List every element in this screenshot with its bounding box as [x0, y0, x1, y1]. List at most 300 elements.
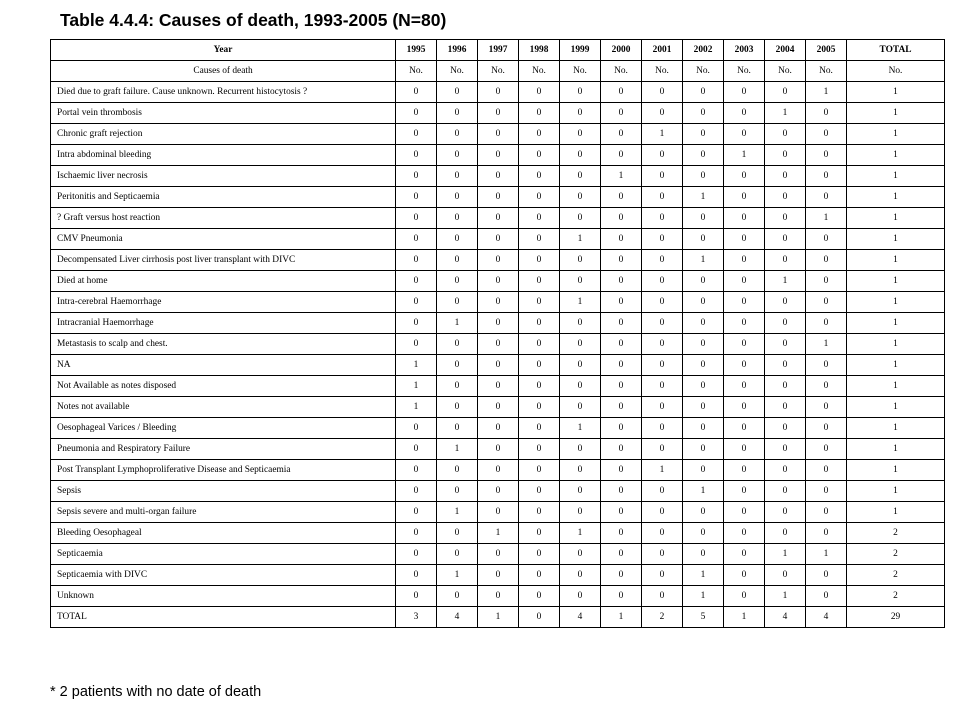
count-cell: 0 — [519, 145, 560, 166]
count-cell: 0 — [642, 502, 683, 523]
count-cell: 0 — [601, 103, 642, 124]
count-cell: 0 — [724, 271, 765, 292]
count-cell: 0 — [642, 271, 683, 292]
count-cell: 0 — [560, 376, 601, 397]
subheader-cell-unit: No. — [396, 61, 437, 82]
row-total-cell: 29 — [847, 607, 945, 628]
count-cell: 0 — [601, 208, 642, 229]
count-cell: 0 — [806, 292, 847, 313]
count-cell: 0 — [642, 229, 683, 250]
count-cell: 0 — [478, 250, 519, 271]
count-cell: 0 — [601, 439, 642, 460]
header-cell-year-2004: 2004 — [765, 40, 806, 61]
row-total-cell: 2 — [847, 523, 945, 544]
header-cell-year: Year — [51, 40, 396, 61]
count-cell: 0 — [437, 586, 478, 607]
table-row — [51, 82, 945, 103]
count-cell: 1 — [560, 229, 601, 250]
count-cell: 0 — [683, 313, 724, 334]
count-cell: 0 — [601, 334, 642, 355]
cause-cell: Oesophageal Varices / Bleeding — [51, 418, 396, 439]
count-cell: 0 — [642, 145, 683, 166]
count-cell: 0 — [437, 82, 478, 103]
count-cell: 0 — [765, 397, 806, 418]
footnote: * 2 patients with no date of death — [50, 684, 262, 700]
count-cell: 1 — [601, 166, 642, 187]
count-cell: 4 — [806, 607, 847, 628]
row-total-cell: 1 — [847, 208, 945, 229]
count-cell: 0 — [724, 208, 765, 229]
cause-cell: Bleeding Oesophageal — [51, 523, 396, 544]
table-header — [51, 40, 945, 82]
count-cell: 0 — [683, 376, 724, 397]
cause-cell: Pneumonia and Respiratory Failure — [51, 439, 396, 460]
count-cell: 0 — [396, 292, 437, 313]
count-cell: 0 — [519, 607, 560, 628]
table-row — [51, 397, 945, 418]
count-cell: 1 — [560, 292, 601, 313]
header-cell-year-1998: 1998 — [519, 40, 560, 61]
count-cell: 0 — [724, 418, 765, 439]
cause-cell: Intracranial Haemorrhage — [51, 313, 396, 334]
subheader-cell-unit: No. — [601, 61, 642, 82]
header-cell-year-2005: 2005 — [806, 40, 847, 61]
row-total-cell: 1 — [847, 82, 945, 103]
row-total-cell: 1 — [847, 439, 945, 460]
count-cell: 0 — [724, 166, 765, 187]
count-cell: 0 — [765, 124, 806, 145]
count-cell: 0 — [601, 82, 642, 103]
count-cell: 0 — [396, 271, 437, 292]
table-row — [51, 481, 945, 502]
count-cell: 0 — [683, 334, 724, 355]
count-cell: 0 — [560, 313, 601, 334]
count-cell: 0 — [806, 271, 847, 292]
count-cell: 4 — [437, 607, 478, 628]
count-cell: 0 — [396, 208, 437, 229]
table-row — [51, 334, 945, 355]
count-cell: 0 — [601, 145, 642, 166]
count-cell: 0 — [683, 166, 724, 187]
count-cell: 0 — [396, 145, 437, 166]
cause-cell: Not Available as notes disposed — [51, 376, 396, 397]
cause-cell: ? Graft versus host reaction — [51, 208, 396, 229]
count-cell: 1 — [683, 250, 724, 271]
row-total-cell: 1 — [847, 481, 945, 502]
count-cell: 0 — [806, 586, 847, 607]
count-cell: 0 — [765, 292, 806, 313]
table-row — [51, 502, 945, 523]
count-cell: 0 — [601, 397, 642, 418]
count-cell: 0 — [560, 460, 601, 481]
count-cell: 0 — [765, 166, 806, 187]
count-cell: 0 — [437, 355, 478, 376]
count-cell: 0 — [437, 481, 478, 502]
count-cell: 0 — [724, 439, 765, 460]
table-row — [51, 145, 945, 166]
count-cell: 0 — [765, 481, 806, 502]
count-cell: 0 — [683, 523, 724, 544]
count-cell: 0 — [396, 334, 437, 355]
count-cell: 0 — [478, 439, 519, 460]
count-cell: 0 — [683, 208, 724, 229]
subheader-cell-unit: No. — [724, 61, 765, 82]
count-cell: 0 — [806, 565, 847, 586]
count-cell: 0 — [642, 82, 683, 103]
header-cell-total: TOTAL — [847, 40, 945, 61]
cause-cell: Septicaemia — [51, 544, 396, 565]
count-cell: 0 — [683, 124, 724, 145]
count-cell: 0 — [437, 460, 478, 481]
count-cell: 0 — [642, 481, 683, 502]
count-cell: 0 — [724, 355, 765, 376]
count-cell: 0 — [724, 292, 765, 313]
count-cell: 0 — [601, 544, 642, 565]
count-cell: 0 — [642, 565, 683, 586]
count-cell: 0 — [683, 229, 724, 250]
count-cell: 0 — [437, 208, 478, 229]
cause-cell: Unknown — [51, 586, 396, 607]
count-cell: 0 — [601, 271, 642, 292]
count-cell: 0 — [519, 502, 560, 523]
count-cell: 1 — [396, 376, 437, 397]
count-cell: 0 — [396, 523, 437, 544]
count-cell: 0 — [519, 208, 560, 229]
count-cell: 0 — [601, 418, 642, 439]
subheader-cell-unit: No. — [437, 61, 478, 82]
subheader-cell-unit: No. — [683, 61, 724, 82]
count-cell: 0 — [642, 418, 683, 439]
count-cell: 0 — [396, 544, 437, 565]
header-cell-year-1997: 1997 — [478, 40, 519, 61]
count-cell: 0 — [601, 355, 642, 376]
row-total-cell: 1 — [847, 334, 945, 355]
count-cell: 0 — [806, 355, 847, 376]
count-cell: 0 — [642, 355, 683, 376]
table-row — [51, 439, 945, 460]
count-cell: 0 — [724, 565, 765, 586]
cause-cell: TOTAL — [51, 607, 396, 628]
row-total-cell: 1 — [847, 502, 945, 523]
count-cell: 0 — [724, 397, 765, 418]
count-cell: 4 — [765, 607, 806, 628]
count-cell: 0 — [765, 439, 806, 460]
count-cell: 0 — [437, 229, 478, 250]
count-cell: 0 — [642, 292, 683, 313]
count-cell: 0 — [560, 166, 601, 187]
count-cell: 0 — [806, 376, 847, 397]
count-cell: 0 — [683, 544, 724, 565]
cause-cell: Ischaemic liver necrosis — [51, 166, 396, 187]
count-cell: 1 — [396, 397, 437, 418]
count-cell: 0 — [806, 124, 847, 145]
count-cell: 0 — [478, 334, 519, 355]
count-cell: 0 — [519, 334, 560, 355]
count-cell: 0 — [601, 502, 642, 523]
cause-cell: NA — [51, 355, 396, 376]
count-cell: 1 — [437, 439, 478, 460]
count-cell: 0 — [478, 481, 519, 502]
row-total-cell: 1 — [847, 313, 945, 334]
count-cell: 0 — [437, 166, 478, 187]
count-cell: 0 — [601, 187, 642, 208]
cause-cell: Sepsis — [51, 481, 396, 502]
count-cell: 0 — [560, 103, 601, 124]
table-row — [51, 166, 945, 187]
count-cell: 0 — [560, 481, 601, 502]
table-row — [51, 586, 945, 607]
count-cell: 0 — [519, 166, 560, 187]
table-row — [51, 565, 945, 586]
count-cell: 0 — [478, 355, 519, 376]
count-cell: 0 — [396, 166, 437, 187]
table-row — [51, 544, 945, 565]
row-total-cell: 1 — [847, 376, 945, 397]
count-cell: 0 — [601, 250, 642, 271]
table-row — [51, 271, 945, 292]
causes-of-death-table — [50, 39, 945, 628]
count-cell: 0 — [683, 397, 724, 418]
count-cell: 0 — [724, 523, 765, 544]
count-cell: 0 — [683, 292, 724, 313]
count-cell: 0 — [642, 250, 683, 271]
count-cell: 0 — [601, 292, 642, 313]
count-cell: 0 — [642, 103, 683, 124]
cause-cell: Sepsis severe and multi-organ failure — [51, 502, 396, 523]
subheader-cell-causes: Causes of death — [51, 61, 396, 82]
count-cell: 0 — [560, 145, 601, 166]
count-cell: 1 — [437, 313, 478, 334]
count-cell: 0 — [560, 397, 601, 418]
count-cell: 2 — [642, 607, 683, 628]
count-cell: 0 — [806, 313, 847, 334]
count-cell: 1 — [560, 523, 601, 544]
count-cell: 0 — [683, 439, 724, 460]
count-cell: 1 — [642, 460, 683, 481]
count-cell: 0 — [560, 250, 601, 271]
count-cell: 0 — [396, 250, 437, 271]
count-cell: 0 — [806, 103, 847, 124]
count-cell: 0 — [396, 103, 437, 124]
count-cell: 0 — [560, 502, 601, 523]
count-cell: 0 — [396, 187, 437, 208]
table-row — [51, 292, 945, 313]
count-cell: 0 — [765, 418, 806, 439]
cause-cell: Intra abdominal bleeding — [51, 145, 396, 166]
subheader-cell-unit: No. — [765, 61, 806, 82]
count-cell: 1 — [806, 544, 847, 565]
count-cell: 0 — [642, 313, 683, 334]
count-cell: 0 — [519, 439, 560, 460]
count-cell: 0 — [478, 229, 519, 250]
count-cell: 1 — [437, 565, 478, 586]
count-cell: 0 — [396, 124, 437, 145]
count-cell: 0 — [478, 544, 519, 565]
count-cell: 0 — [519, 292, 560, 313]
subheader-cell-unit: No. — [560, 61, 601, 82]
row-total-cell: 1 — [847, 397, 945, 418]
count-cell: 0 — [437, 187, 478, 208]
row-total-cell: 1 — [847, 124, 945, 145]
count-cell: 0 — [560, 586, 601, 607]
count-cell: 0 — [396, 313, 437, 334]
count-cell: 0 — [724, 313, 765, 334]
year-header-row — [51, 40, 945, 61]
count-cell: 0 — [396, 418, 437, 439]
count-cell: 0 — [724, 103, 765, 124]
count-cell: 0 — [806, 229, 847, 250]
count-cell: 0 — [478, 292, 519, 313]
count-cell: 0 — [765, 187, 806, 208]
row-total-cell: 1 — [847, 145, 945, 166]
count-cell: 0 — [806, 397, 847, 418]
count-cell: 0 — [437, 292, 478, 313]
count-cell: 0 — [478, 460, 519, 481]
row-total-cell: 1 — [847, 355, 945, 376]
count-cell: 0 — [560, 271, 601, 292]
count-cell: 0 — [724, 229, 765, 250]
count-cell: 0 — [396, 502, 437, 523]
row-total-cell: 1 — [847, 418, 945, 439]
count-cell: 0 — [724, 481, 765, 502]
count-cell: 1 — [806, 208, 847, 229]
count-cell: 0 — [478, 376, 519, 397]
count-cell: 0 — [396, 439, 437, 460]
header-cell-year-2002: 2002 — [683, 40, 724, 61]
count-cell: 0 — [642, 208, 683, 229]
count-cell: 0 — [437, 145, 478, 166]
count-cell: 0 — [765, 229, 806, 250]
row-total-cell: 1 — [847, 271, 945, 292]
count-cell: 1 — [601, 607, 642, 628]
count-cell: 0 — [396, 82, 437, 103]
count-cell: 0 — [519, 397, 560, 418]
count-cell: 0 — [437, 523, 478, 544]
count-cell: 0 — [519, 355, 560, 376]
cause-cell: Portal vein thrombosis — [51, 103, 396, 124]
count-cell: 0 — [560, 208, 601, 229]
count-cell: 1 — [478, 607, 519, 628]
subheader-cell-unit: No. — [519, 61, 560, 82]
count-cell: 1 — [765, 103, 806, 124]
count-cell: 1 — [724, 145, 765, 166]
count-cell: 0 — [724, 586, 765, 607]
count-cell: 0 — [601, 523, 642, 544]
count-cell: 0 — [437, 271, 478, 292]
count-cell: 1 — [437, 502, 478, 523]
count-cell: 0 — [560, 565, 601, 586]
row-total-cell: 2 — [847, 586, 945, 607]
table-row — [51, 103, 945, 124]
count-cell: 1 — [396, 355, 437, 376]
count-cell: 0 — [560, 82, 601, 103]
count-cell: 0 — [683, 418, 724, 439]
cause-cell: Post Transplant Lymphoproliferative Disease and Septicaemia — [51, 460, 396, 481]
count-cell: 0 — [478, 208, 519, 229]
header-cell-year-1995: 1995 — [396, 40, 437, 61]
table-row — [51, 376, 945, 397]
count-cell: 0 — [683, 145, 724, 166]
count-cell: 0 — [806, 523, 847, 544]
count-cell: 1 — [478, 523, 519, 544]
count-cell: 0 — [396, 565, 437, 586]
count-cell: 0 — [437, 334, 478, 355]
count-cell: 0 — [806, 187, 847, 208]
count-cell: 1 — [683, 187, 724, 208]
count-cell: 0 — [765, 460, 806, 481]
count-cell: 4 — [560, 607, 601, 628]
count-cell: 0 — [642, 523, 683, 544]
count-cell: 0 — [396, 481, 437, 502]
cause-cell: Metastasis to scalp and chest. — [51, 334, 396, 355]
table-row — [51, 418, 945, 439]
subheader-cell-unit: No. — [478, 61, 519, 82]
table-body — [51, 82, 945, 628]
count-cell: 0 — [437, 250, 478, 271]
count-cell: 0 — [601, 586, 642, 607]
count-cell: 0 — [683, 271, 724, 292]
count-cell: 1 — [560, 418, 601, 439]
count-cell: 0 — [724, 502, 765, 523]
count-cell: 0 — [683, 103, 724, 124]
table-row — [51, 250, 945, 271]
count-cell: 0 — [765, 355, 806, 376]
count-cell: 0 — [765, 82, 806, 103]
cause-cell: Chronic graft rejection — [51, 124, 396, 145]
table-row — [51, 124, 945, 145]
count-cell: 0 — [724, 250, 765, 271]
count-cell: 0 — [396, 460, 437, 481]
table-row — [51, 313, 945, 334]
count-cell: 0 — [806, 502, 847, 523]
count-cell: 0 — [519, 376, 560, 397]
count-cell: 0 — [519, 103, 560, 124]
count-cell: 0 — [765, 334, 806, 355]
count-cell: 1 — [683, 565, 724, 586]
count-cell: 1 — [765, 271, 806, 292]
count-cell: 1 — [806, 82, 847, 103]
count-cell: 0 — [683, 82, 724, 103]
count-cell: 0 — [437, 397, 478, 418]
count-cell: 0 — [683, 355, 724, 376]
count-cell: 0 — [806, 145, 847, 166]
row-total-cell: 1 — [847, 166, 945, 187]
count-cell: 0 — [437, 376, 478, 397]
count-cell: 1 — [765, 586, 806, 607]
count-cell: 0 — [724, 82, 765, 103]
count-cell: 0 — [560, 124, 601, 145]
count-cell: 0 — [437, 124, 478, 145]
count-cell: 0 — [437, 103, 478, 124]
count-cell: 1 — [642, 124, 683, 145]
cause-cell: Peritonitis and Septicaemia — [51, 187, 396, 208]
count-cell: 0 — [519, 250, 560, 271]
count-cell: 0 — [560, 334, 601, 355]
count-cell: 3 — [396, 607, 437, 628]
header-cell-year-1999: 1999 — [560, 40, 601, 61]
count-cell: 0 — [642, 544, 683, 565]
count-cell: 0 — [765, 145, 806, 166]
unit-header-row — [51, 61, 945, 82]
count-cell: 0 — [478, 166, 519, 187]
cause-cell: Intra-cerebral Haemorrhage — [51, 292, 396, 313]
count-cell: 0 — [642, 187, 683, 208]
count-cell: 0 — [560, 187, 601, 208]
count-cell: 0 — [478, 502, 519, 523]
subheader-cell-unit: No. — [847, 61, 945, 82]
count-cell: 0 — [478, 313, 519, 334]
count-cell: 1 — [683, 586, 724, 607]
